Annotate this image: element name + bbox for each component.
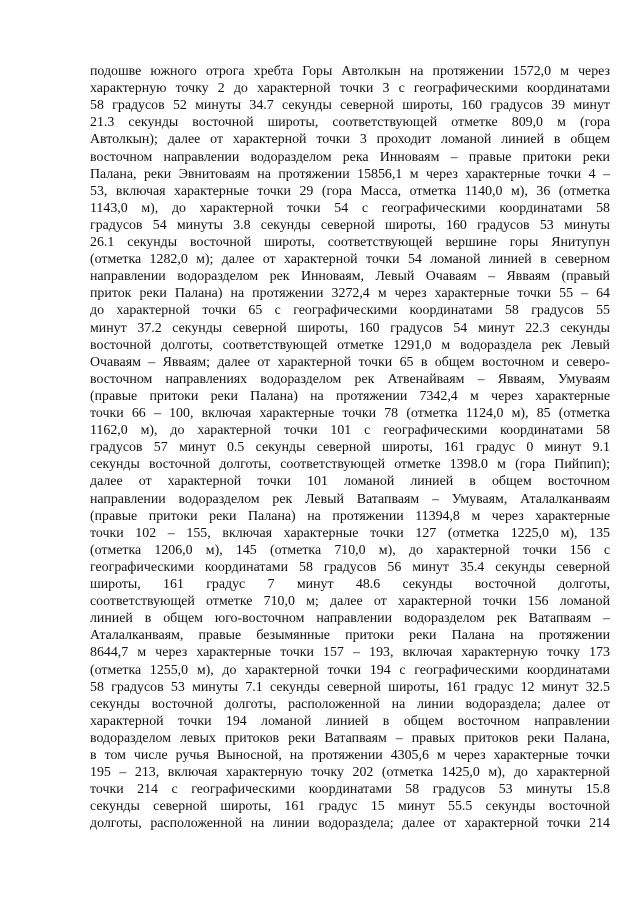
text-line: 1162,0 м), до характерной точки 101 с географическими координатами 58	[90, 423, 610, 439]
text-line: 8644,7 м через характерные точки 157 – 193, включая характерную точку 173	[90, 645, 610, 661]
text-line: (отметка 1282,0 м); далее от характерной точки 54 ломаной линией в северном	[90, 252, 610, 268]
text-line: в том числе ручья Выносной, на протяжении 4305,6 м через характерные точки	[90, 748, 610, 763]
text-line: Палана, реки Эвнитоваям на протяжении 15856,1 м через характерные точки 4 –	[90, 166, 610, 182]
text-line: направлении водоразделом рек Инноваям, Левый Очаваям – Явваям (правый	[90, 269, 610, 285]
text-line: 26.1 секунды восточной широты, соответствующей вершине горы Янитупун	[90, 235, 610, 250]
text-line: восточном направлении водоразделом река Инноваям – правые притоки реки	[90, 149, 610, 165]
text-line: (правые притоки реки Палана) на протяжении 7342,4 м через характерные	[90, 388, 610, 404]
text-line: градусов 54 минуты 3.8 секунды северной широты, 160 градусов 53 минуты	[90, 217, 610, 233]
text-line: восточной долготы, соответствующей отметке 1291,0 м водораздела рек Левый	[90, 337, 610, 353]
text-line: до характерной точки 65 с географическими координатами 58 градусов 55	[90, 303, 610, 319]
text-line: далее от характерной точки 101 ломаной линией в общем восточном	[90, 474, 610, 490]
text-line: 58 градусов 52 минуты 34.7 секунды северной широты, 160 градусов 39 минут	[90, 98, 610, 114]
text-line: Аталалканваям, правые безымянные притоки реки Палана на протяжении	[90, 628, 610, 644]
text-line: 58 градусов 53 минуты 7.1 секунды северной широты, 161 градус 12 минут 32.5	[90, 679, 610, 695]
text-line: градусов 57 минут 0.5 секунды северной широты, 161 градус 0 минут 9.1	[90, 440, 610, 456]
text-line: (отметка 1206,0 м), 145 (отметка 710,0 м), до характерной точки 156 с	[90, 542, 610, 558]
text-line: 53, включая характерные точки 29 (гора Масса, отметка 1140,0 м), 36 (отметка	[90, 183, 610, 199]
text-line: (отметка 1255,0 м), до характерной точки 194 с географическими координатами	[90, 662, 610, 678]
text-line: восточном направлениях водоразделом рек Атвенайваям – Явваям, Умуваям	[90, 371, 610, 387]
text-line: характерной точки 194 ломаной линией в общем восточном направлении	[90, 713, 610, 729]
text-line: географическими координатами 58 градусов 56 минут 35.4 секунды северной	[90, 559, 610, 575]
text-line: 1143,0 м), до характерной точки 54 с географическими координатами 58	[90, 200, 610, 216]
text-line: (правые притоки реки Палана) на протяжении 11394,8 м через характерные	[90, 508, 610, 524]
text-line: точки 214 с географическими координатами 58 градусов 53 минуты 15.8	[90, 782, 610, 798]
text-line: направлении водоразделом рек Левый Ватапваям – Умуваям, Аталалканваям	[90, 491, 610, 507]
text-line: водоразделом левых притоков реки Ватапваям – правых притоков реки Палана,	[90, 730, 610, 746]
text-line: 21.3 секунды восточной широты, соответствующей отметке 809,0 м (гора	[90, 115, 610, 131]
text-line: подошве южного отрога хребта Горы Автолкын на протяжении 1572,0 м через	[90, 64, 610, 79]
text-line: секунды северной широты, 161 градус 15 минут 55.5 секунды восточной	[90, 799, 610, 815]
text-line: точки 102 – 155, включая характерные точки 127 (отметка 1225,0 м), 135	[90, 525, 610, 541]
text-line: секунды восточной долготы, соответствующей отметке 1398.0 м (гора Пийпип);	[90, 457, 610, 473]
text-line: приток реки Палана) на протяжении 3272,4 м через характерные точки 55 – 64	[90, 286, 610, 302]
text-line: широты, 161 градус 7 минут 48.6 секунды восточной долготы,	[90, 577, 610, 592]
text-line: секунды восточной долготы, расположенной на линии водораздела; далее от	[90, 696, 610, 712]
text-line: точки 66 – 100, включая характерные точки 78 (отметка 1124,0 м), 85 (отметка	[90, 406, 610, 421]
text-line: 195 – 213, включая характерную точку 202 (отметка 1425,0 м), до характерной	[90, 765, 610, 781]
text-line: характерную точку 2 до характерной точки 3 с географическими координатами	[90, 81, 610, 97]
text-line: Автолкын); далее от характерной точки 3 проходит ломаной линией в общем	[90, 132, 610, 148]
text-line: Очаваям – Явваям; далее от характерной точки 65 в общем восточном и северо-	[90, 354, 610, 370]
text-line: линией в общем юго-восточном направлении водоразделом рек Ватапваям –	[90, 611, 610, 627]
text-line: соответствующей отметке 710,0 м; далее от характерной точки 156 ломаной	[90, 594, 610, 610]
text-line: долготы, расположенной на линии водораздела; далее от характерной точки 214	[90, 816, 610, 832]
text-line: минут 37.2 секунды северной широты, 160 градусов 54 минут 22.3 секунды	[90, 320, 610, 336]
